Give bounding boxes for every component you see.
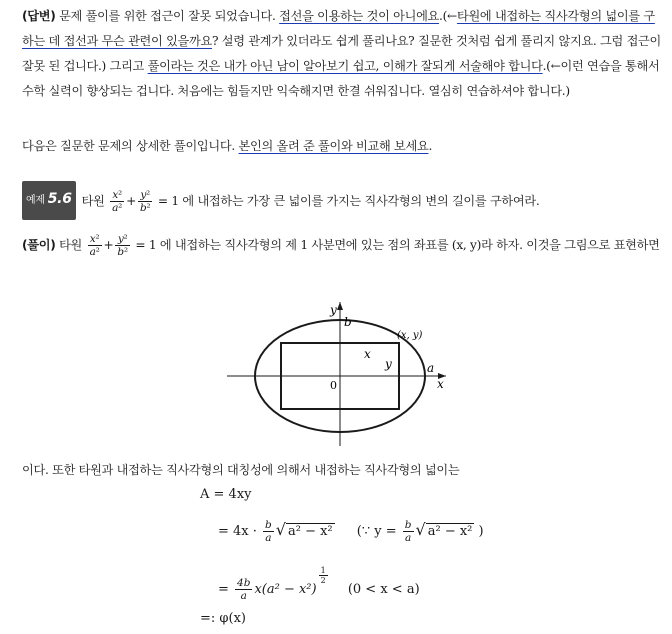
eq2-because-frac-den: a: [405, 532, 412, 544]
intro-paragraph: [22, 134, 662, 159]
label-point: (x, y): [397, 330, 423, 341]
eq2-because-sqrt: a² − x²: [427, 524, 473, 539]
intro-text-2: .: [428, 139, 433, 153]
solution-pre-text: 타원: [55, 238, 86, 252]
eq2-fraction: [263, 519, 274, 544]
answer-text-1: 문제 풀이를 위한 접근이 잘못 되었습니다.: [55, 9, 280, 23]
label-a: a: [427, 361, 435, 375]
answer-text-4: .(←이런 연습을 통해서 수학 실력이 향상되는 겁니다. 처음에는 힘들지만 익숙해지면 한결 쉬워집니다. 열심히 연습하셔야 합니다.): [22, 59, 660, 98]
label-y-side: y: [385, 357, 392, 371]
intro-text-1: 다음은 질문한 문제의 상세한 풀이입니다.: [22, 139, 239, 153]
sqrt-symbol-2: √: [415, 520, 426, 539]
answer-text-3: ? 설령 관계가 있더라도 쉽게 풀리나요? 질문한 것처럼 쉽게 풀리지 않지요. 그럼 접근이 잘못 된 겁니다.) 그리고: [22, 34, 661, 73]
label-x-axis: x: [437, 377, 444, 391]
example-badge-label: 예제: [26, 195, 45, 206]
eq2-frac-den: a: [265, 532, 272, 544]
intro-underline: 본인의 올려 준 풀이와 비교해 보세요: [238, 139, 429, 153]
frac-x2-a2-2: $\frac{\text{x²}}{\text{a²}}$: [89, 233, 100, 258]
answer-underline-2: 타원에 내접하는 직사각형의 넓이를 구하는 데 접선과 무슨 관련이 있을까요: [22, 9, 655, 48]
frac-x2-a2: $\frac{\text{x²}}{\text{a²}}$: [112, 189, 123, 214]
solution-paragraph: (풀이) 타원 $\frac{\text{x²}}{\text{a²}}$ + $\frac{\text{y²}}{\text{b²}}$ = 1 에 내접하는 직사각형의 제 1 사분면에 있는 점의 좌표를 (x, y)라 하자. 이것을 그림으로 표현하면: [22, 233, 660, 258]
answer-label: (답변): [22, 9, 56, 23]
eq2-because: (∵ y =: [356, 524, 397, 539]
eq3-prefix: =: [218, 582, 229, 597]
example-badge: [22, 181, 76, 220]
eq3-frac-num: 4b: [237, 577, 251, 589]
eq2-sqrt-body: a² − x²: [287, 524, 333, 539]
label-x-top: x: [364, 347, 371, 361]
eq2-frac-num: b: [265, 519, 272, 531]
example-line: 예제 5.6 타원 $\frac{\text{x²}}{\text{a²}}$ + $\frac{\text{y²}}{\text{b²}}$ = 1 에 내접하는 가장 큰 넓이를 가지는 직사각형의 변의 길이를 구하여라.: [22, 181, 662, 220]
equation-substitution: [218, 519, 484, 544]
sqrt-symbol: √: [275, 520, 286, 539]
answer-underline-3: 풀이라는 것은 내가 아닌 남이 알아보기 쉽고, 이해가 잘되게 서술해야 합니다: [147, 59, 543, 73]
equation-phi: =: φ(x): [200, 611, 246, 626]
answer-paragraph: [22, 4, 662, 104]
eq3-range: (0 < x < a): [347, 582, 420, 597]
eq3-exp-num: 1: [320, 566, 326, 575]
equation-area: A = 4xy: [200, 487, 252, 502]
eq2-close: ): [478, 524, 484, 539]
label-origin: 0: [330, 379, 337, 392]
eq2-because-fraction: [403, 519, 414, 544]
eq3-body: x(a² − x²): [254, 582, 317, 597]
eq3-fraction: [235, 577, 252, 602]
answer-text-2: .(←: [439, 9, 457, 23]
example-post-text: = 1 에 내접하는 가장 큰 넓이를 가지는 직사각형의 변의 길이를 구하여라.: [154, 194, 540, 208]
y-axis-arrow: [337, 302, 343, 310]
eq3-exp-den: 2: [320, 576, 326, 585]
frac-y2-b2: $\frac{\text{y²}}{\text{b²}}$: [139, 189, 151, 214]
label-b: b: [344, 315, 352, 329]
frac-y2-b2-2: $\frac{\text{y²}}{\text{b²}}$: [117, 233, 128, 258]
eq2-prefix: = 4x ·: [218, 524, 257, 539]
conclusion-text: 이다. 또한 타원과 내접하는 직사각형의 대칭성에 의해서 내접하는 직사각형의 넓이는: [22, 463, 460, 477]
equation-power-form: [218, 566, 420, 602]
example-badge-number: 5.6: [47, 191, 72, 207]
eq3-frac-den: a: [240, 590, 247, 602]
example-pre-text: 타원: [81, 194, 109, 208]
eq3-exponent: [319, 566, 328, 585]
answer-underline-1: 접선을 이용하는 것이 아니에요: [279, 9, 440, 23]
solution-post-text: = 1 에 내접하는 직사각형의 제 1 사분면에 있는 점의 좌표를 (x, y)라 하자. 이것을 그림으로 표현하면: [131, 238, 660, 252]
eq2-because-frac-num: b: [404, 519, 412, 531]
ellipse-figure: [222, 298, 472, 458]
solution-label: (풀이): [22, 238, 56, 252]
label-y: y: [330, 303, 337, 317]
